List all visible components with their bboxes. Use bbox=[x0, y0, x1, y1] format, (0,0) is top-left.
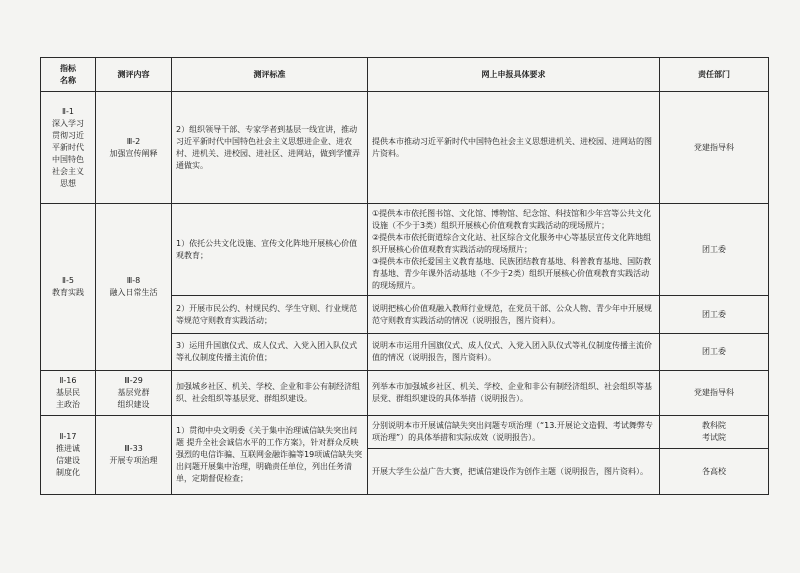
header-content: 测评内容 bbox=[96, 58, 172, 92]
header-requirement: 网上申报具体要求 bbox=[368, 58, 660, 92]
dept-cell: 团工委 bbox=[660, 334, 769, 371]
standard-cell: 2）开展市民公约、村规民约、学生守则、行业规范等规范守则教育实践活动； bbox=[172, 296, 368, 334]
standard-cell: 1）贯彻中央文明委《关于集中治理诚信缺失突出问题 提升全社会诚信水平的工作方案》，针对群众反映强烈的电信诈骗、互联网金融诈骗等19项诚信缺失突出问题开展集中治理，明确责任单位，列出任务清单，定期督促检查； bbox=[172, 416, 368, 495]
indicator-cell: Ⅱ-5 教育实践 bbox=[41, 204, 96, 371]
content-cell: Ⅲ-33 开展专项治理 bbox=[96, 416, 172, 495]
header-dept: 责任部门 bbox=[660, 58, 769, 92]
table-row bbox=[41, 92, 769, 204]
content-cell: Ⅲ-8 融入日常生活 bbox=[96, 204, 172, 371]
header-standard: 测评标准 bbox=[172, 58, 368, 92]
dept-cell: 党建指导科 bbox=[660, 371, 769, 416]
requirement-cell: 提供本市推动习近平新时代中国特色社会主义思想进机关、进校园、进网站的图片资料。 bbox=[368, 92, 660, 204]
header-indicator: 指标 名称 bbox=[41, 58, 96, 92]
dept-cell: 团工委 bbox=[660, 204, 769, 296]
indicator-cell: Ⅱ-17 推进诚 信建设 制度化 bbox=[41, 416, 96, 495]
dept-cell: 党建指导科 bbox=[660, 92, 769, 204]
requirement-cell: 分别说明本市开展诚信缺失突出问题专项治理（“13.开展论文造假、考试舞弊专项治理”）的具体举措和实际成效（说明报告）。 bbox=[368, 416, 660, 449]
indicator-cell: Ⅱ-1 深入学习 贯彻习近 平新时代 中国特色 社会主义 思想 bbox=[41, 92, 96, 204]
table-row bbox=[41, 416, 769, 449]
indicator-cell: Ⅱ-16 基层民 主政治 bbox=[41, 371, 96, 416]
standard-cell: 加强城乡社区、机关、学校、企业和非公有制经济组织、社会组织等基层党、群组织建设。 bbox=[172, 371, 368, 416]
standard-cell: 2）组织领导干部、专家学者到基层一线宣讲，推动习近平新时代中国特色社会主义思想进企业、进农村、进机关、进校园、进社区、进网站，做到学懂弄通做实。 bbox=[172, 92, 368, 204]
requirement-cell: 列举本市加强城乡社区、机关、学校、企业和非公有制经济组织、社会组织等基层党、群组织建设的具体举措（说明报告）。 bbox=[368, 371, 660, 416]
dept-cell: 团工委 bbox=[660, 296, 769, 334]
requirement-cell: 说明把核心价值观融入教师行业规范，在党员干部、公众人物、青少年中开展规范守则教育实践活动的情况（说明报告，图片资料）。 bbox=[368, 296, 660, 334]
standard-cell: 1）依托公共文化设施、宣传文化阵地开展核心价值观教育； bbox=[172, 204, 368, 296]
table-header-row bbox=[41, 58, 769, 92]
standard-cell: 3）运用升国旗仪式、成人仪式、入党入团入队仪式等礼仪制度传播主流价值； bbox=[172, 334, 368, 371]
content-cell: Ⅲ-29 基层党群 组织建设 bbox=[96, 371, 172, 416]
content-cell: Ⅲ-2 加强宣传阐释 bbox=[96, 92, 172, 204]
dept-cell: 各高校 bbox=[660, 449, 769, 495]
requirement-cell: 开展大学生公益广告大赛，把诚信建设作为创作主题（说明报告，图片资料）。 bbox=[368, 449, 660, 495]
table-row bbox=[41, 371, 769, 416]
evaluation-table bbox=[40, 57, 769, 495]
requirement-cell: ①提供本市依托图书馆、文化馆、博物馆、纪念馆、科技馆和少年宫等公共文化设施（不少于3类）组织开展核心价值观教育实践活动的现场照片； ②提供本市依托街道综合文化站、社区综合文化服务中心等基层宣传文化阵地组织开展核心价值观教育实践活动的现场照片； ③提供本市依托爱国主义教育基地、民族团结教育基地、科普教育基地、国防教育基地、青少年课外活动基地（不少于2类）组织开展核心价值观教育实践活动的现场照片。 bbox=[368, 204, 660, 296]
dept-cell: 教科院 考试院 bbox=[660, 416, 769, 449]
table-row bbox=[41, 204, 769, 296]
requirement-cell: 说明本市运用升国旗仪式、成人仪式、入党入团入队仪式等礼仪制度传播主流价值的情况（说明报告，图片资料）。 bbox=[368, 334, 660, 371]
